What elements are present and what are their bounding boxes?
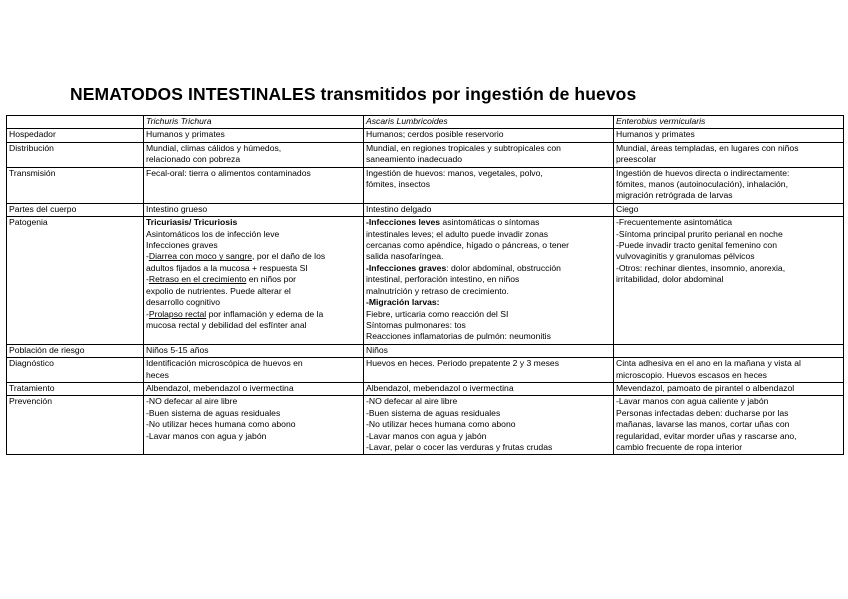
row-label-partes: Partes del cuerpo <box>7 203 144 216</box>
cell-line: Mundial, climas cálidos y húmedos, <box>146 142 282 153</box>
cell-line: relacionado con pobreza <box>146 154 241 165</box>
nematodes-table <box>6 115 844 455</box>
table-row <box>7 217 844 344</box>
cell-line: Humanos y primates <box>146 129 225 140</box>
cell-line: Asintomáticos los de infección leve <box>146 228 280 239</box>
cell-patogenia-enterobius <box>614 217 844 344</box>
cell-line: Identificación microscópica de huevos en <box>146 358 303 369</box>
cell-line: mucosa rectal y debilidad del esfínter anal <box>146 319 307 330</box>
cell-hospedador-ascaris <box>364 129 614 142</box>
cell-poblacion-trichuris <box>144 344 364 357</box>
cell-prevencion-trichuris <box>144 396 364 455</box>
cell-line: Ciego <box>616 203 639 214</box>
underlined-term: Diarrea con moco y sangre <box>148 251 253 262</box>
cell-line <box>146 309 361 320</box>
row-label-prevencion: Prevención <box>7 396 144 455</box>
row-label-diagnostico: Diagnóstico <box>7 358 144 383</box>
underlined-term: Retraso en el crecimiento <box>148 274 247 285</box>
cell-line <box>366 217 611 228</box>
table-row <box>7 396 844 455</box>
cell-prevencion-enterobius <box>614 396 844 455</box>
cell-tratamiento-enterobius <box>614 382 844 395</box>
cell-line: Albendazol, mebendazol o ivermectina <box>366 382 514 393</box>
cell-patogenia-ascaris <box>364 217 614 344</box>
cell-line <box>146 274 361 285</box>
cell-diagnostico-enterobius <box>614 358 844 383</box>
cell-prevencion-ascaris <box>364 396 614 455</box>
cell-line: fómites, insectos <box>366 179 430 190</box>
cell-line: fómites, manos (autoinoculación), inhalación, <box>616 179 788 190</box>
cell-line: Personas infectadas deben: ducharse por las <box>616 407 789 418</box>
cell-line: Mundial, áreas templadas, en lugares con niños <box>616 142 799 153</box>
cell-line: cambio frecuente de ropa interior <box>616 441 743 452</box>
cell-heading: Tricuriasis/ Tricuriosis <box>146 217 238 228</box>
cell-line: -Puede invadir tracto genital femenino con <box>616 240 777 251</box>
cell-line: expolio de nutrientes. Puede alterar el <box>146 285 291 296</box>
cell-distribucion-trichuris <box>144 142 364 167</box>
table-row <box>7 129 844 142</box>
cell-line: Intestino grueso <box>146 203 208 214</box>
cell-line: irritabilidad, dolor abdominal <box>616 274 724 285</box>
cell-tratamiento-trichuris <box>144 382 364 395</box>
table-row <box>7 142 844 167</box>
cell-line: preescolar <box>616 154 657 165</box>
cell-transmision-enterobius <box>614 167 844 203</box>
cell-poblacion-ascaris <box>364 344 614 357</box>
cell-line: Niños 5-15 años <box>146 344 209 355</box>
cell-tratamiento-ascaris <box>364 382 614 395</box>
cell-line: Ingestión de huevos: manos, vegetales, polvo, <box>366 167 543 178</box>
cell-line: Huevos en heces. Periodo prepatente 2 y 3 meses <box>366 358 559 369</box>
cell-line: -Lavar manos con agua y jabón <box>146 430 267 441</box>
cell-line: desarrollo cognitivo <box>146 297 221 308</box>
row-label-poblacion: Población de riesgo <box>7 344 144 357</box>
cell-line <box>366 263 611 274</box>
cell-line: microscopio. Huevos escasos en heces <box>616 369 767 380</box>
line-rest: : dolor abdominal, obstrucción <box>446 262 561 273</box>
cell-line: Fecal-oral: tierra o alimentos contaminados <box>146 167 311 178</box>
cell-line: regularidad, evitar morder uñas y rascarse ano, <box>616 430 797 441</box>
cell-line: adultos fijados a la mucosa + respuesta SI <box>146 262 308 273</box>
cell-line: -No utilizar heces humana como abono <box>366 419 516 430</box>
cell-line: Mundial, en regiones tropicales y subtropicales con <box>366 142 561 153</box>
cell-line: Mevendazol, pamoato de pirantel o albendazol <box>616 382 795 393</box>
cell-line: -Lavar manos con agua caliente y jabón <box>616 396 769 407</box>
cell-line: -No utilizar heces humana como abono <box>146 419 296 430</box>
cell-hospedador-enterobius <box>614 129 844 142</box>
page-title-bold: NEMATODOS INTESTINALES <box>70 84 316 104</box>
underlined-term: Prolapso rectal <box>148 308 207 319</box>
line-rest: , por el daño de los <box>252 251 326 262</box>
cell-line: Reacciones inflamatorias de pulmón: neumonitis <box>366 331 551 342</box>
cell-line: -NO defecar al aire libre <box>146 396 238 407</box>
page-title-rest: transmitidos por ingestión de huevos <box>315 84 637 104</box>
bold-term: -Migración larvas: <box>366 297 440 308</box>
cell-line: salida nasofaríngea. <box>366 251 444 262</box>
cell-line: -Buen sistema de aguas residuales <box>146 407 281 418</box>
row-label-transmision: Transmisión <box>7 167 144 203</box>
cell-line: Humanos y primates <box>616 129 695 140</box>
table-row <box>7 358 844 383</box>
bullet-dash: - <box>146 274 149 285</box>
cell-partes-ascaris <box>364 203 614 216</box>
cell-line: mañanas, lavarse las manos, cortar uñas con <box>616 419 790 430</box>
cell-diagnostico-trichuris <box>144 358 364 383</box>
cell-transmision-ascaris <box>364 167 614 203</box>
line-rest: por inflamación y edema de la <box>206 308 324 319</box>
cell-distribucion-enterobius <box>614 142 844 167</box>
cell-partes-enterobius <box>614 203 844 216</box>
header-empty-cell <box>7 116 144 129</box>
line-rest: asintomáticas o síntomas <box>440 217 540 228</box>
cell-line: saneamiento inadecuado <box>366 154 463 165</box>
bold-term: -Infecciones graves <box>366 262 447 273</box>
header-row <box>7 116 844 129</box>
cell-partes-trichuris <box>144 203 364 216</box>
cell-line: Niños <box>366 344 388 355</box>
cell-line: -Síntoma principal prurito perianal en noche <box>616 228 783 239</box>
cell-line: migración retrógrada de larvas <box>616 190 733 201</box>
cell-poblacion-enterobius <box>614 344 844 357</box>
cell-line: Albendazol, mebendazol o ivermectina <box>146 382 294 393</box>
row-label-patogenia: Patogenia <box>7 217 144 344</box>
line-rest: en niños por <box>246 274 297 285</box>
bullet-dash: - <box>146 251 149 262</box>
cell-line: -Frecuentemente asintomática <box>616 217 733 228</box>
cell-line: -Buen sistema de aguas residuales <box>366 407 501 418</box>
col-header-enterobius: Enterobius vermicularis <box>614 116 844 129</box>
cell-line <box>146 251 361 262</box>
row-label-distribucion: Distribución <box>7 142 144 167</box>
cell-hospedador-trichuris <box>144 129 364 142</box>
cell-line: Síntomas pulmonares: tos <box>366 319 466 330</box>
page-title <box>70 84 636 105</box>
cell-line: -Otros: rechinar dientes, insomnio, anorexia, <box>616 262 786 273</box>
cell-line: intestinales leves; el adulto puede invadir zonas <box>366 228 549 239</box>
cell-transmision-trichuris <box>144 167 364 203</box>
table-row <box>7 203 844 216</box>
cell-line: malnutrición y retraso de crecimiento. <box>366 285 509 296</box>
cell-line: intestinal, perforación intestino, en niños <box>366 274 520 285</box>
table-row <box>7 382 844 395</box>
cell-line: Fiebre, urticaria como reacción del SI <box>366 308 509 319</box>
cell-line: -Lavar, pelar o cocer las verduras y frutas crudas <box>366 441 553 452</box>
row-label-hospedador: Hospedador <box>7 129 144 142</box>
table-row <box>7 167 844 203</box>
cell-line: -Lavar manos con agua y jabón <box>366 430 487 441</box>
bullet-dash: - <box>146 308 149 319</box>
cell-line: Cinta adhesiva en el ano en la mañana y vista al <box>616 358 801 369</box>
table-row <box>7 344 844 357</box>
row-label-tratamiento: Tratamiento <box>7 382 144 395</box>
cell-line: -NO defecar al aire libre <box>366 396 458 407</box>
col-header-trichuris: Trichuris Trichura <box>144 116 364 129</box>
cell-line <box>616 345 841 356</box>
col-header-ascaris: Ascaris Lumbricoides <box>364 116 614 129</box>
cell-line: Intestino delgado <box>366 203 432 214</box>
cell-distribucion-ascaris <box>364 142 614 167</box>
cell-line: vulvovaginitis y granulomas pélvicos <box>616 251 755 262</box>
cell-diagnostico-ascaris <box>364 358 614 383</box>
cell-patogenia-trichuris <box>144 217 364 344</box>
cell-line: Infecciones graves <box>146 240 218 251</box>
cell-line: Ingestión de huevos directa o indirectamente: <box>616 167 790 178</box>
cell-line: cercanas como apéndice, hígado o páncreas, o tener <box>366 240 570 251</box>
cell-line: heces <box>146 369 169 380</box>
cell-line: Humanos; cerdos posible reservorio <box>366 129 504 140</box>
bold-term: -Infecciones leves <box>366 217 441 228</box>
